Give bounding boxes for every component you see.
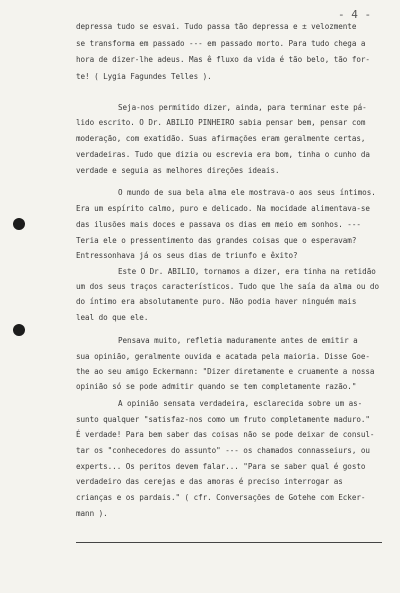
text-line: lido escrito. O Dr. ABILIO PINHEIRO sabia pensar bem, pensar com bbox=[76, 118, 366, 127]
text-line: experts... Os peritos devem falar... "Para se saber qual é gosto bbox=[76, 462, 366, 471]
text-line: O mundo de sua bela alma ele mostrava-o aos seus íntimos. bbox=[118, 188, 376, 197]
text-line: leal do que ele. bbox=[76, 313, 149, 322]
text-line: se transforma em passado --- em passado morto. Para tudo chega a bbox=[76, 39, 366, 48]
text-line: moderação, com exatidão. Suas afirmações eram geralmente certas, bbox=[76, 134, 366, 143]
binder-hole bbox=[13, 218, 25, 230]
text-line: das ilusões mais doces e passava os dias em meio em sonhos. --- bbox=[76, 220, 361, 229]
text-line: sunto qualquer "satisfaz-nos como um fruto completamente maduro." bbox=[76, 415, 370, 424]
text-line: te! ( Lygia Fagundes Telles ). bbox=[76, 72, 212, 81]
binder-hole bbox=[13, 324, 25, 336]
page-number: - 4 - bbox=[338, 8, 372, 21]
text-line: um dos seus traços característicos. Tudo que lhe saía da alma ou do bbox=[76, 282, 379, 291]
text-line: Este O Dr. ABILIO, tornamos a dizer, era tinha na retidão bbox=[118, 267, 376, 276]
text-line: depressa tudo se esvai. Tudo passa tão depressa e ± velozmente bbox=[76, 22, 357, 31]
text-line: É verdade! Para bem saber das coisas não se pode deixar de consul- bbox=[76, 430, 375, 439]
text-line: mann ). bbox=[76, 509, 108, 518]
text-line: sua opinião, geralmente ouvida e acatada pela maioria. Disse Goe- bbox=[76, 352, 370, 361]
text-line: Era um espírito calmo, puro e delicado. Na mocidade alimentava-se bbox=[76, 204, 370, 213]
text-line: Pensava muito, refletia maduramente antes de emitir a bbox=[118, 336, 358, 345]
text-line: opinião só se pode admitir quando se tem completamente razão." bbox=[76, 382, 357, 391]
text-line: hora de dizer-lhe adeus. Mas ê fluxo da vida é tão belo, tão for- bbox=[76, 55, 370, 64]
text-line: Seja-nos permitido dizer, ainda, para terminar este pá- bbox=[118, 103, 367, 112]
text-line: crianças e os pardais." ( cfr. Conversações de Gotehe com Ecker- bbox=[76, 493, 366, 502]
closing-rule bbox=[76, 542, 382, 543]
text-line: verdade e seguia as melhores direções ideais. bbox=[76, 166, 280, 175]
text-line: verdadeiras. Tudo que dizia ou escrevia era bom, tinha o cunho da bbox=[76, 150, 370, 159]
text-line: the ao seu amigo Eckermann: "Dizer diretamente e cruamente a nossa bbox=[76, 367, 375, 376]
text-line: tar os "conhecedores do assunto" --- os chamados connasseiurs, ou bbox=[76, 446, 370, 455]
text-line: Entressonhava já os seus dias de triunfo e êxito? bbox=[76, 251, 298, 260]
text-line: do íntimo era absolutamente puro. Não podia haver ninguém mais bbox=[76, 297, 357, 306]
text-line: verdadeiro das cerejas e das amoras é preciso interrogar as bbox=[76, 477, 343, 486]
text-line: A opinião sensata verdadeira, esclarecida sobre um as- bbox=[118, 399, 363, 408]
text-line: Teria ele o pressentimento das grandes coisas que o esperavam? bbox=[76, 236, 357, 245]
